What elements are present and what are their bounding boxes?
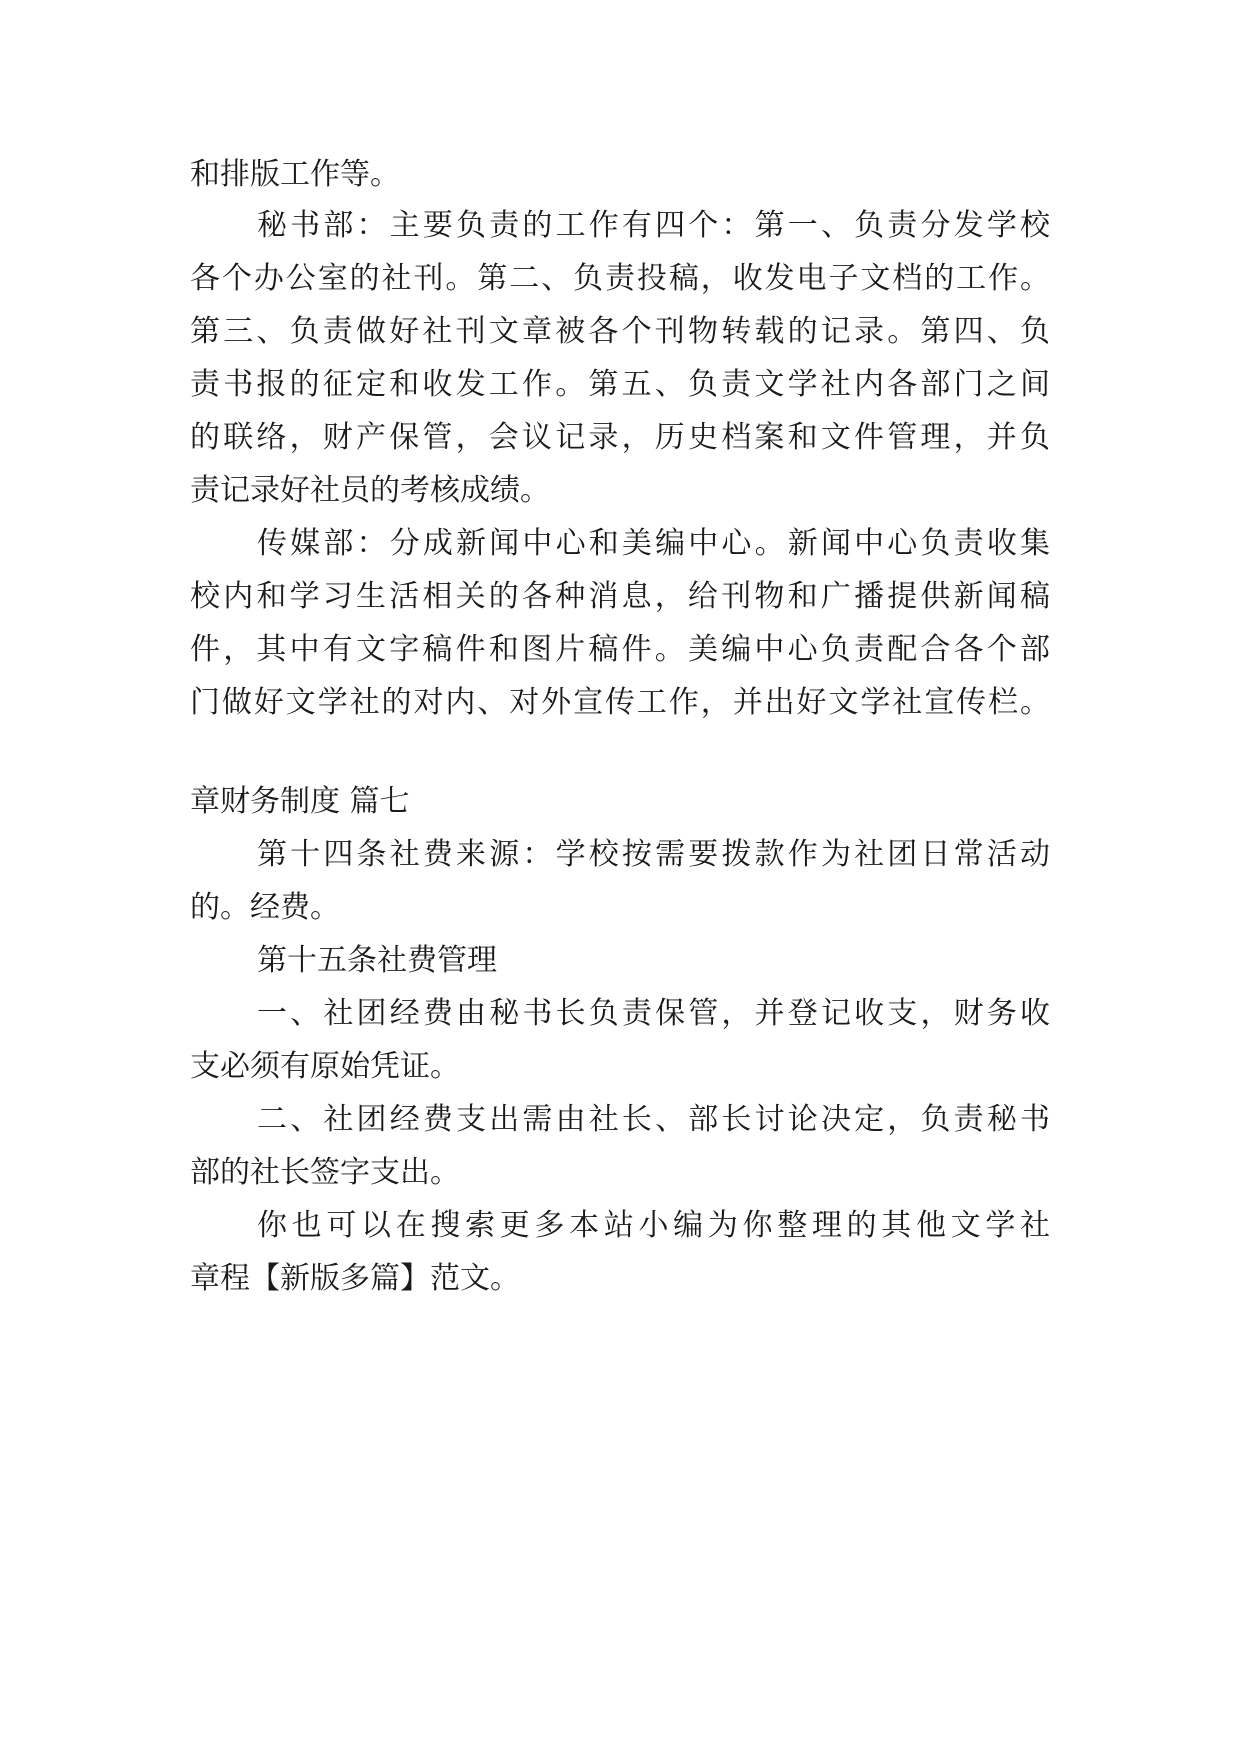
paragraph-line: 责记录好社员的考核成绩。 [190,473,550,508]
paragraph-line: 门做好文学社的对内、对外宣传工作，并出好文学社宣传栏。 [190,685,1050,720]
paragraph-line: 责书报的征定和收发工作。第五、负责文学社内各部门之间 [190,367,1050,402]
paragraph-line: 各个办公室的社刊。第二、负责投稿，收发电子文档的工作。 [190,261,1050,296]
paragraph-line: 和排版工作等。 [190,157,400,192]
paragraph-line: 的。经费。 [190,890,340,925]
paragraph-line: 第十五条社费管理 [257,943,497,978]
paragraph-line: 第十四条社费来源：学校按需要拨款作为社团日常活动 [257,837,1050,872]
section-heading: 章财务制度 篇七 [190,784,410,819]
paragraph-line: 你也可以在搜索更多本站小编为你整理的其他文学社 [257,1208,1050,1243]
paragraph-line: 一、社团经费由秘书长负责保管，并登记收支，财务收 [257,996,1050,1031]
paragraph-line: 二、社团经费支出需由社长、部长讨论决定，负责秘书 [257,1102,1050,1137]
paragraph-line: 秘书部：主要负责的工作有四个：第一、负责分发学校 [257,208,1050,243]
paragraph-line: 支必须有原始凭证。 [190,1049,460,1084]
paragraph-line: 传媒部：分成新闻中心和美编中心。新闻中心负责收集 [257,526,1050,561]
paragraph-line: 校内和学习生活相关的各种消息，给刊物和广播提供新闻稿 [190,579,1050,614]
paragraph-line: 章程【新版多篇】范文。 [190,1261,520,1296]
paragraph-line: 件，其中有文字稿件和图片稿件。美编中心负责配合各个部 [190,632,1050,667]
paragraph-line: 第三、负责做好社刊文章被各个刊物转载的记录。第四、负 [190,314,1050,349]
paragraph-line: 的联络，财产保管，会议记录，历史档案和文件管理，并负 [190,420,1050,455]
paragraph-line: 部的社长签字支出。 [190,1155,460,1190]
